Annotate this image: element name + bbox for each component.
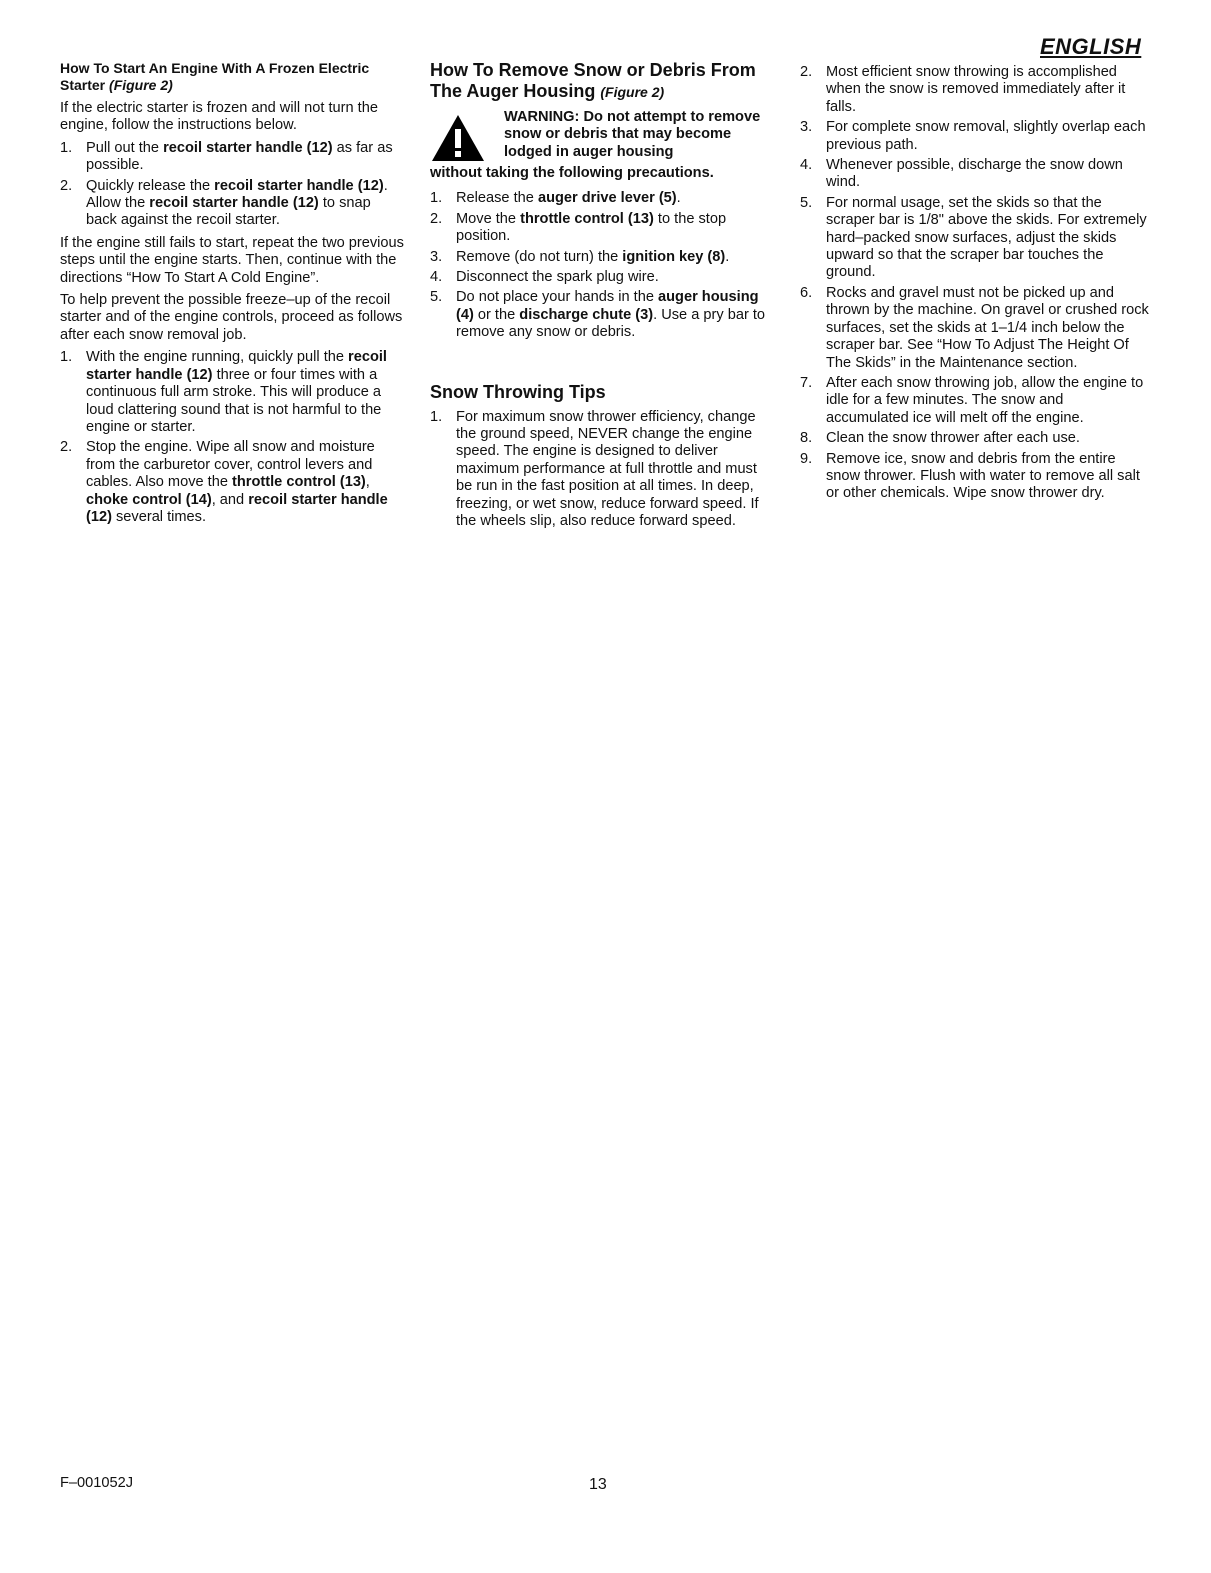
list-item bbox=[430, 249, 775, 266]
step-text: Quickly release the bbox=[86, 177, 215, 194]
tips-list-continued bbox=[800, 64, 1150, 503]
tips-list-start bbox=[430, 409, 775, 531]
step-number: 1. bbox=[60, 349, 73, 366]
part-ref: recoil starter handle (12) bbox=[149, 195, 319, 212]
warning-block bbox=[430, 109, 775, 165]
step-number: 5. bbox=[430, 289, 443, 306]
step-number: 7. bbox=[800, 374, 813, 391]
step-text: . Use a pry bar to remove any snow or debris. bbox=[456, 306, 766, 341]
step-text: to the stop position. bbox=[456, 210, 727, 245]
intro-paragraph: If the electric starter is frozen and will not turn the engine, follow the instructions below. bbox=[60, 100, 378, 134]
column-2 bbox=[430, 60, 775, 536]
column-1 bbox=[60, 60, 405, 531]
list-item bbox=[800, 375, 1150, 427]
list-item bbox=[430, 289, 775, 341]
step-text: as far as possible. bbox=[86, 139, 393, 174]
list-item bbox=[60, 349, 405, 436]
tip-text: For complete snow removal, slightly overlap each previous path. bbox=[826, 119, 1146, 153]
step-text: or the bbox=[473, 306, 520, 323]
step-text: Pull out the bbox=[86, 139, 164, 156]
warning-text: WARNING: Do not attempt to remove snow or debris that may become lodged in auger housing bbox=[504, 109, 761, 160]
step-number: 6. bbox=[800, 284, 813, 301]
step-text: Move the bbox=[456, 210, 521, 227]
step-number: 1. bbox=[60, 139, 73, 156]
list-item bbox=[800, 195, 1150, 282]
document-code: F–001052J bbox=[60, 1475, 134, 1491]
part-ref: recoil starter handle (12) bbox=[86, 491, 388, 525]
list-item bbox=[60, 439, 405, 526]
list-item bbox=[800, 451, 1150, 503]
step-text: , and bbox=[211, 491, 249, 508]
warning-tail: without taking the following precautions. bbox=[430, 165, 714, 181]
step-number: 3. bbox=[430, 248, 443, 265]
step-text: Stop the engine. Wipe all snow and moisture from the carburetor cover, control levers and cables. Also move the bbox=[86, 439, 375, 491]
column-3 bbox=[800, 64, 1150, 508]
heading-text: How To Remove Snow or Debris From The Auger Housing bbox=[430, 60, 756, 101]
repeat-paragraph: If the engine still fails to start, repeat the two previous steps until the engine starts. Then, continue with the directions “How To Start A Cold Engine”. bbox=[60, 234, 404, 286]
step-number: 1. bbox=[430, 408, 443, 425]
part-ref: recoil starter handle (12) bbox=[86, 349, 387, 383]
list-item bbox=[800, 119, 1150, 154]
part-ref: ignition key (8) bbox=[622, 248, 726, 265]
heading-text: How To Start An Engine With A Frozen Electric Starter bbox=[60, 60, 370, 93]
step-number: 3. bbox=[800, 119, 813, 136]
list-item bbox=[60, 140, 405, 175]
freeze-prevention-steps bbox=[60, 349, 405, 526]
step-number: 4. bbox=[430, 269, 443, 286]
part-ref: recoil starter handle (12) bbox=[214, 177, 384, 194]
list-item bbox=[800, 157, 1150, 192]
section-heading-auger-housing bbox=[430, 60, 775, 103]
step-text: Release the bbox=[456, 190, 538, 207]
list-item bbox=[430, 211, 775, 246]
part-ref: auger housing (4) bbox=[456, 289, 759, 323]
section-heading-tips: Snow Throwing Tips bbox=[430, 381, 606, 402]
step-number: 5. bbox=[800, 194, 813, 211]
prevent-paragraph: To help prevent the possible freeze–up of the recoil starter and of the engine controls, proceed as follows after each snow removal job. bbox=[60, 292, 403, 343]
step-text: With the engine running, quickly pull the bbox=[86, 349, 349, 366]
figure-ref: (Figure 2) bbox=[600, 84, 665, 100]
step-text: Disconnect the spark plug wire. bbox=[456, 269, 659, 286]
step-number: 2. bbox=[60, 439, 73, 456]
list-item bbox=[430, 269, 775, 286]
part-ref: auger drive lever (5) bbox=[537, 190, 677, 207]
step-text: to snap back against the recoil starter. bbox=[86, 195, 371, 229]
step-number: 1. bbox=[430, 190, 443, 207]
list-item bbox=[60, 178, 405, 230]
tip-text: After each snow throwing job, allow the engine to idle for a few minutes. The snow and accumulated ice will melt off the engine. bbox=[826, 374, 1144, 426]
step-text: . bbox=[725, 248, 730, 265]
list-item bbox=[800, 285, 1150, 372]
list-item bbox=[430, 409, 775, 531]
step-text: Do not place your hands in the bbox=[456, 289, 659, 306]
tip-text: Clean the snow thrower after each use. bbox=[826, 430, 1080, 447]
tip-text: Most efficient snow throwing is accomplished when the snow is removed immediately after it falls. bbox=[826, 64, 1126, 115]
warning-triangle-icon bbox=[430, 113, 486, 163]
list-item bbox=[430, 190, 775, 207]
tip-text: Remove ice, snow and debris from the entire snow thrower. Flush with water to remove all salt or other chemicals. Wipe snow thrower dry. bbox=[826, 450, 1140, 502]
step-text: . bbox=[676, 190, 681, 207]
part-ref: throttle control (13) bbox=[520, 210, 654, 227]
step-number: 2. bbox=[800, 64, 813, 80]
step-text: several times. bbox=[111, 508, 207, 525]
spacer bbox=[430, 347, 775, 382]
part-ref: recoil starter handle (12) bbox=[163, 139, 333, 156]
step-number: 8. bbox=[800, 430, 813, 447]
part-ref: throttle control (13) bbox=[232, 474, 366, 491]
step-number: 4. bbox=[800, 157, 813, 174]
tip-text: Rocks and gravel must not be picked up and thrown by the machine. On gravel or crushed rock surfaces, set the skids at 1–1/4 inch below the scraper bar. See “How To Adjust The Height Of The Skids” in the Maintenance section. bbox=[826, 284, 1149, 371]
language-label: ENGLISH bbox=[1040, 34, 1142, 59]
section-heading-frozen-starter bbox=[60, 60, 405, 94]
part-ref: discharge chute (3) bbox=[519, 306, 654, 323]
list-item bbox=[800, 430, 1150, 447]
list-item bbox=[800, 64, 1150, 116]
step-number: 2. bbox=[430, 210, 443, 227]
auger-precaution-steps bbox=[430, 190, 775, 341]
figure-ref: (Figure 2) bbox=[109, 77, 173, 93]
frozen-starter-steps bbox=[60, 140, 405, 230]
tip-text: For normal usage, set the skids so that the scraper bar is 1/8" above the skids. For extremely hard–packed snow surfaces, adjust the skids upward so that the scraper bar touches the ground. bbox=[826, 194, 1147, 281]
tip-text: For maximum snow thrower efficiency, change the ground speed, NEVER change the engine speed. The engine is designed to deliver maximum performance at full throttle and must be run in the fast position at all times. In deep, freezing, or wet snow, reduce forward speed. If the wheels slip, also reduce forward speed. bbox=[456, 408, 759, 530]
step-text: , bbox=[365, 474, 370, 491]
step-text: Remove (do not turn) the bbox=[456, 248, 623, 265]
step-number: 2. bbox=[60, 177, 73, 194]
page-number: 13 bbox=[589, 1476, 607, 1493]
part-ref: choke control (14) bbox=[86, 491, 212, 508]
step-number: 9. bbox=[800, 450, 813, 467]
step-text: . Allow the bbox=[86, 177, 388, 212]
tip-text: Whenever possible, discharge the snow down wind. bbox=[826, 157, 1123, 191]
step-text: three or four times with a continuous full arm stroke. This will produce a loud clattering sound that is not harmful to the engine or starter. bbox=[86, 366, 382, 435]
